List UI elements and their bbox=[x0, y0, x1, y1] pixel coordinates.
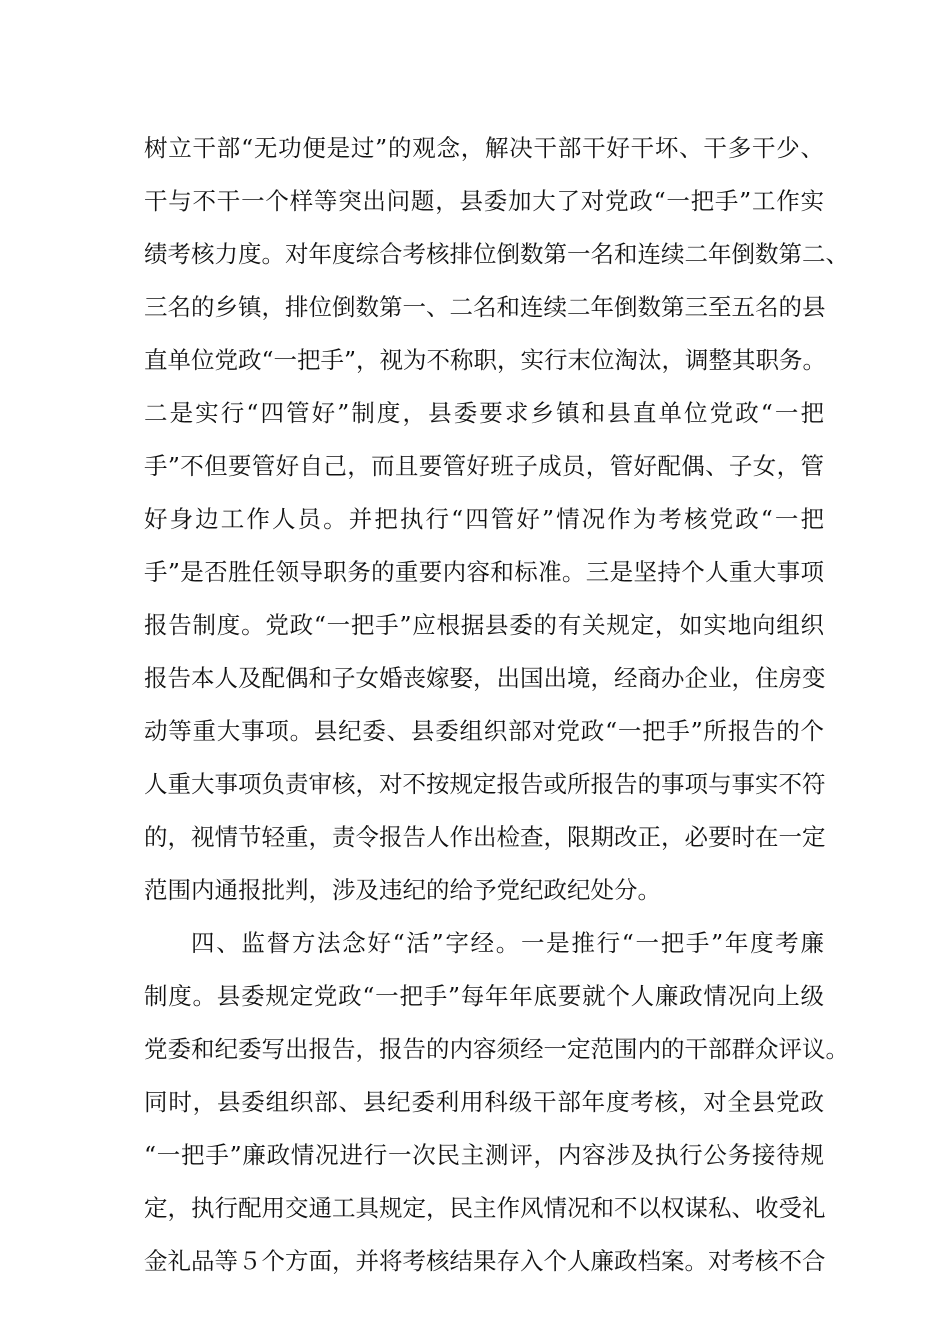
text-line: 动等重大事项。县纪委、县委组织部对党政“一把手”所报告的个 bbox=[144, 717, 824, 745]
text-line: 党委和纪委写出报告，报告的内容须经一定范围内的干部群众评议。 bbox=[144, 1035, 849, 1063]
text-line: 定，执行配用交通工具规定，民主作风情况和不以权谋私、收受礼 bbox=[144, 1194, 826, 1222]
text-line: 制度。县委规定党政“一把手”每年年底要就个人廉政情况向上级 bbox=[144, 982, 824, 1010]
text-line: 金礼品等５个方面，并将考核结果存入个人廉政档案。对考核不合 bbox=[144, 1247, 826, 1275]
text-line: 同时，县委组织部、县纪委利用科级干部年度考核，对全县党政 bbox=[144, 1088, 824, 1116]
text-line: “一把手”廉政情况进行一次民主测评，内容涉及执行公务接待规 bbox=[144, 1141, 824, 1169]
text-line: 二是实行“四管好”制度，县委要求乡镇和县直单位党政“一把 bbox=[144, 399, 824, 427]
text-line: 的，视情节轻重，责令报告人作出检查，限期改正，必要时在一定 bbox=[144, 823, 826, 851]
text-line: 树立干部“无功便是过”的观念，解决干部干好干坏、干多干少、 bbox=[144, 134, 824, 162]
text-line: 报告本人及配偶和子女婚丧嫁娶，出国出境，经商办企业，住房变 bbox=[144, 664, 826, 692]
text-line: 手”是否胜任领导职务的重要内容和标准。三是坚持个人重大事项 bbox=[144, 558, 824, 586]
text-line: 手”不但要管好自己，而且要管好班子成员，管好配偶、子女，管 bbox=[144, 452, 824, 480]
paragraph-first-line: 四、监督方法念好“活”字经。一是推行“一把手”年度考廉 bbox=[191, 929, 824, 957]
text-line: 绩考核力度。对年度综合考核排位倒数第一名和连续二年倒数第二、 bbox=[144, 240, 849, 268]
text-line: 报告制度。党政“一把手”应根据县委的有关规定，如实地向组织 bbox=[144, 611, 824, 639]
text-line: 直单位党政“一把手”，视为不称职，实行末位淘汰，调整其职务。 bbox=[144, 346, 827, 374]
text-line: 三名的乡镇，排位倒数第一、二名和连续二年倒数第三至五名的县 bbox=[144, 293, 826, 321]
text-line: 干与不干一个样等突出问题，县委加大了对党政“一把手”工作实 bbox=[144, 187, 824, 215]
text-line: 人重大事项负责审核，对不按规定报告或所报告的事项与事实不符 bbox=[144, 770, 826, 798]
text-line: 好身边工作人员。并把执行“四管好”情况作为考核党政“一把 bbox=[144, 505, 824, 533]
text-line: 范围内通报批判，涉及违纪的给予党纪政纪处分。 bbox=[144, 876, 661, 904]
